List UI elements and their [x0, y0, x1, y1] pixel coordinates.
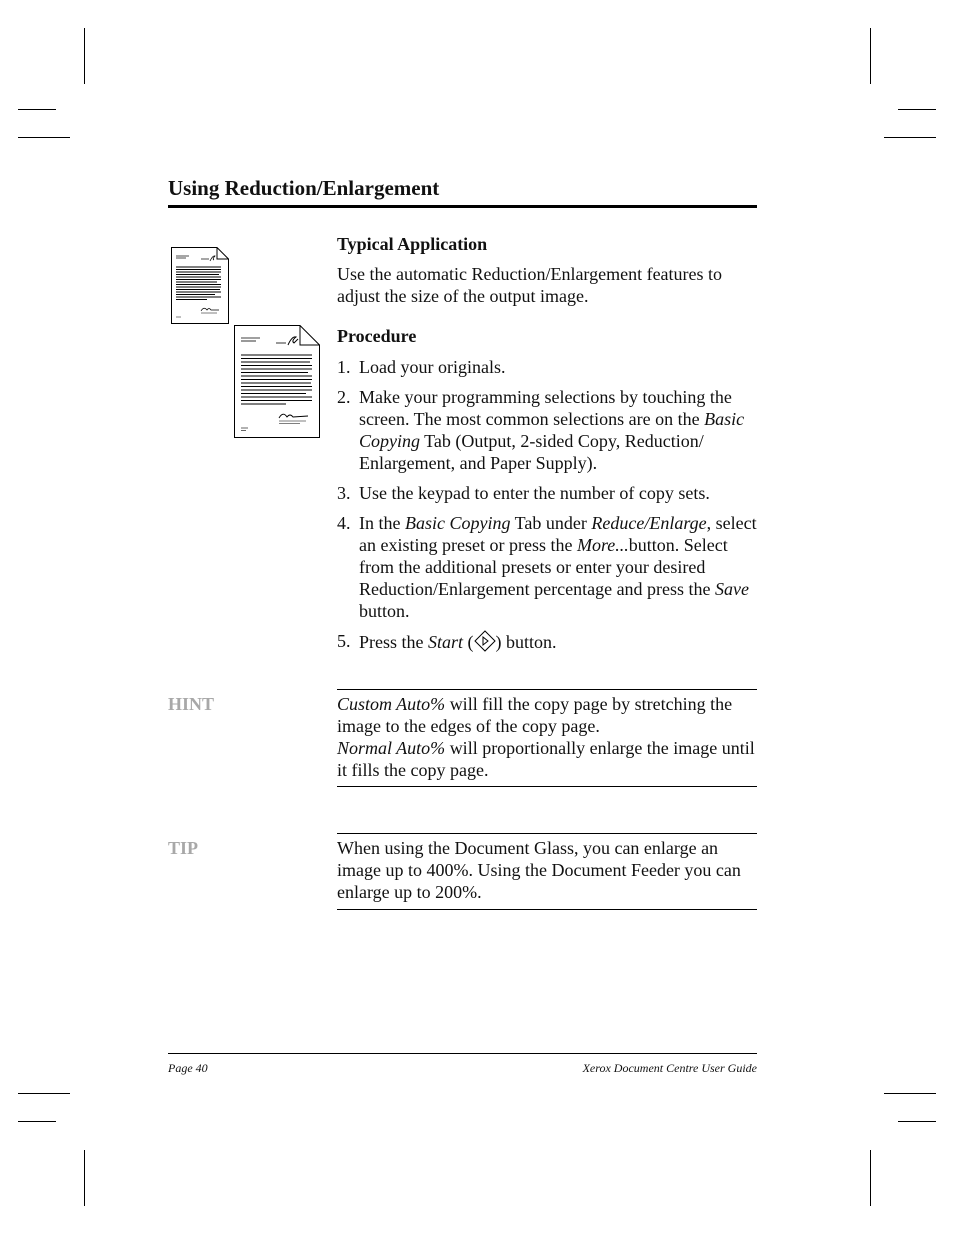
crop-mark: [18, 1093, 70, 1094]
crop-mark: [18, 1121, 56, 1122]
step-number: 2.: [337, 387, 351, 407]
text-run: Make your programming selections by touching the screen. The most common selections are on the: [359, 387, 732, 429]
emphasized-text: Start: [428, 632, 464, 652]
start-button-icon: [474, 630, 496, 652]
text-run: button. Select from the additional presets or enter your desired Reduction/Enlargement percentage and press the: [359, 535, 728, 599]
text-run: , select an existing preset or press the: [359, 513, 757, 555]
emphasized-text: Basic Copying: [359, 409, 745, 451]
crop-mark: [18, 109, 56, 110]
procedure-step: [337, 512, 757, 622]
hint-bottom-rule: [337, 786, 757, 787]
emphasized-text: Custom Auto%: [337, 694, 446, 714]
emphasized-text: Basic Copying: [404, 513, 511, 533]
crop-mark: [18, 137, 70, 138]
emphasized-text: Normal Auto%: [337, 738, 446, 758]
title-divider: [168, 205, 757, 208]
text-run: Use the keypad to enter the number of copy sets.: [359, 483, 710, 503]
text-run: will proportionally enlarge the image until it fills the copy page.: [337, 738, 755, 780]
crop-mark: [870, 28, 871, 84]
text-run: Tab under: [510, 513, 592, 533]
hint-text: [337, 693, 757, 781]
procedure-step: [337, 356, 757, 378]
emphasized-text: More...: [576, 535, 629, 555]
tip-label: TIP: [168, 838, 199, 858]
typical-application-heading: Typical Application: [337, 234, 488, 254]
tip-top-rule: [337, 833, 757, 834]
procedure-step: [337, 630, 757, 653]
text-run: Load your originals.: [359, 357, 506, 377]
hint-top-rule: [337, 689, 757, 690]
large-document-icon: [234, 325, 320, 438]
crop-mark: [898, 1121, 936, 1122]
text-run: ) button.: [495, 632, 557, 652]
procedure-heading: Procedure: [337, 326, 417, 346]
small-document-icon: [171, 247, 229, 324]
emphasized-text: Reduce/Enlarge: [591, 513, 707, 533]
hint-label: HINT: [168, 694, 215, 714]
typical-application-text: Use the automatic Reduction/Enlargement features to adjust the size of the output image.: [337, 264, 723, 306]
text-run: will fill the copy page by stretching the image to the edges of the copy page.: [337, 694, 733, 736]
footer-divider: [168, 1053, 757, 1054]
typical-application-section: [337, 233, 757, 307]
footer-guide-title: Xerox Document Centre User Guide: [582, 1061, 757, 1075]
procedure-steps: [337, 356, 757, 653]
crop-mark: [84, 28, 85, 84]
text-run: (: [463, 632, 474, 652]
crop-mark: [870, 1150, 871, 1206]
emphasized-text: Save: [715, 579, 750, 599]
text-run: button.: [359, 601, 410, 621]
crop-mark: [898, 109, 936, 110]
step-number: 4.: [337, 513, 351, 533]
procedure-section: [337, 325, 757, 661]
crop-mark: [884, 1093, 936, 1094]
text-run: Press the: [359, 632, 428, 652]
step-number: 3.: [337, 483, 351, 503]
tip-bottom-rule: [337, 909, 757, 910]
procedure-step: [337, 482, 757, 504]
crop-mark: [884, 137, 936, 138]
text-run: In the: [359, 513, 405, 533]
step-number: 5.: [337, 631, 351, 651]
text-run: Tab (Output, 2-sided Copy, Reduction/ Enlargement, and Paper Supply).: [359, 431, 704, 473]
step-number: 1.: [337, 357, 351, 377]
tip-text: When using the Document Glass, you can enlarge an image up to 400%. Using the Document Feeder you can enlarge up to 200%.: [337, 838, 741, 902]
procedure-step: [337, 386, 757, 474]
page-title: Using Reduction/Enlargement: [168, 176, 440, 200]
crop-mark: [84, 1150, 85, 1206]
footer-page-number: Page 40: [168, 1061, 208, 1075]
